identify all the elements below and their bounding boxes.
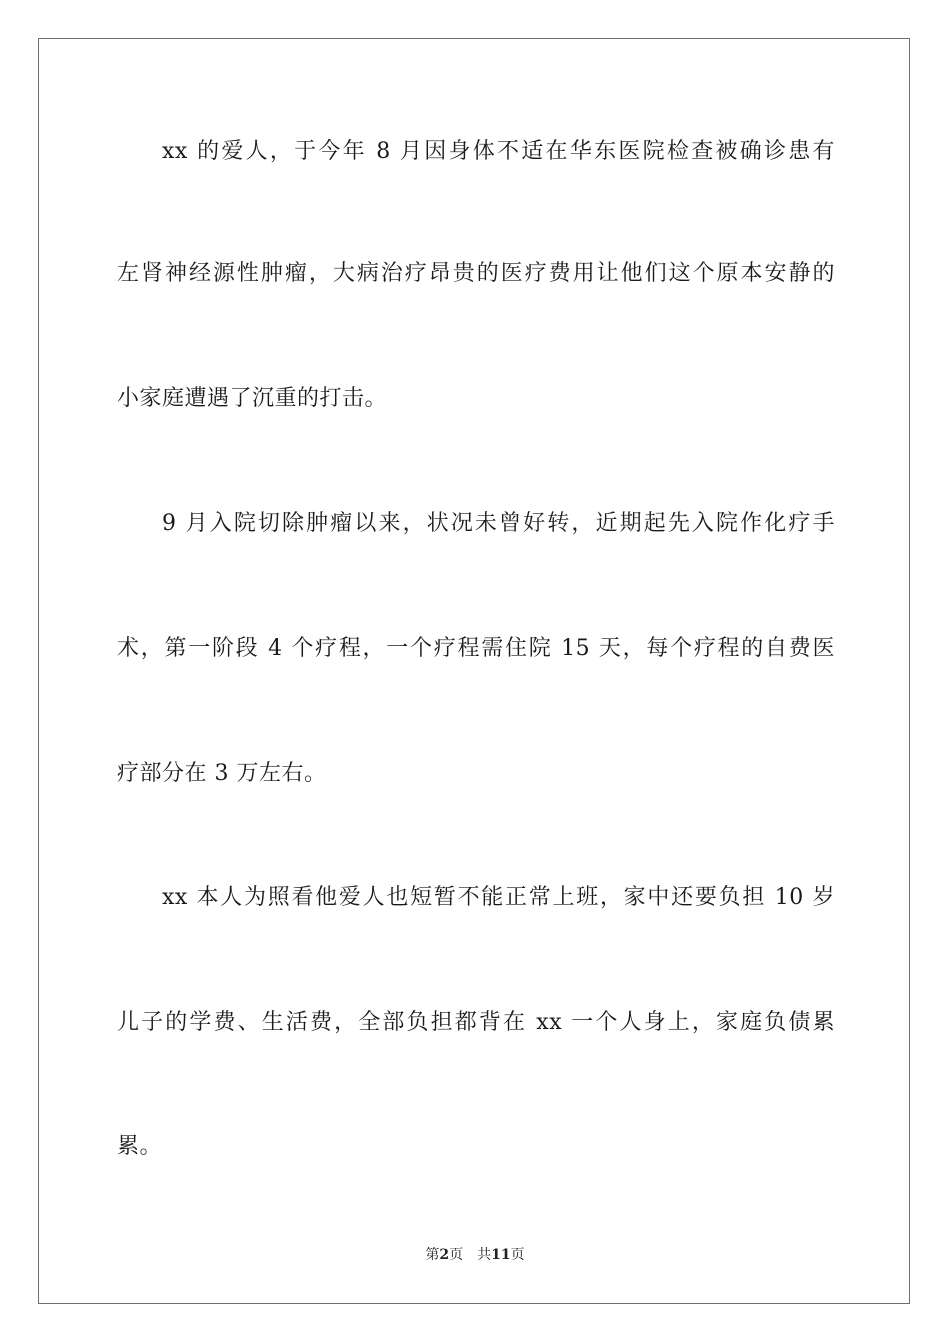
- paragraph-2-line-1: 9 月入院切除肿瘤以来，状况未曾好转，近期起先入院作化疗手: [162, 511, 835, 536]
- paragraph-3-line-3: 累。: [117, 1134, 163, 1159]
- paragraph-3-line-1: xx 本人为照看他爱人也短暂不能正常上班，家中还要负担 10 岁: [162, 885, 835, 910]
- footer-page-number: 2: [439, 1247, 450, 1263]
- footer-total-pages: 11: [491, 1247, 511, 1263]
- paragraph-3-line-2: 儿子的学费、生活费，全部负担都背在 xx 一个人身上，家庭负债累: [117, 1010, 835, 1035]
- paragraph-2-line-2: 术，第一阶段 4 个疗程，一个疗程需住院 15 天，每个疗程的自费医: [117, 636, 835, 661]
- page-footer: [0, 1246, 950, 1264]
- page-frame: [38, 38, 910, 1304]
- footer-page-prefix: 第: [425, 1247, 440, 1263]
- footer-total-prefix: 共: [477, 1247, 492, 1263]
- paragraph-1-line-2: 左肾神经源性肿瘤，大病治疗昂贵的医疗费用让他们这个原本安静的: [117, 261, 835, 286]
- footer-total-suffix: 页: [510, 1247, 525, 1263]
- footer-page-suffix: 页: [449, 1247, 464, 1263]
- paragraph-1-line-3: 小家庭遭遇了沉重的打击。: [117, 386, 388, 411]
- paragraph-2-line-3: 疗部分在 3 万左右。: [117, 761, 327, 786]
- paragraph-1-line-1: xx 的爱人，于今年 8 月因身体不适在华东医院检查被确诊患有: [162, 139, 835, 164]
